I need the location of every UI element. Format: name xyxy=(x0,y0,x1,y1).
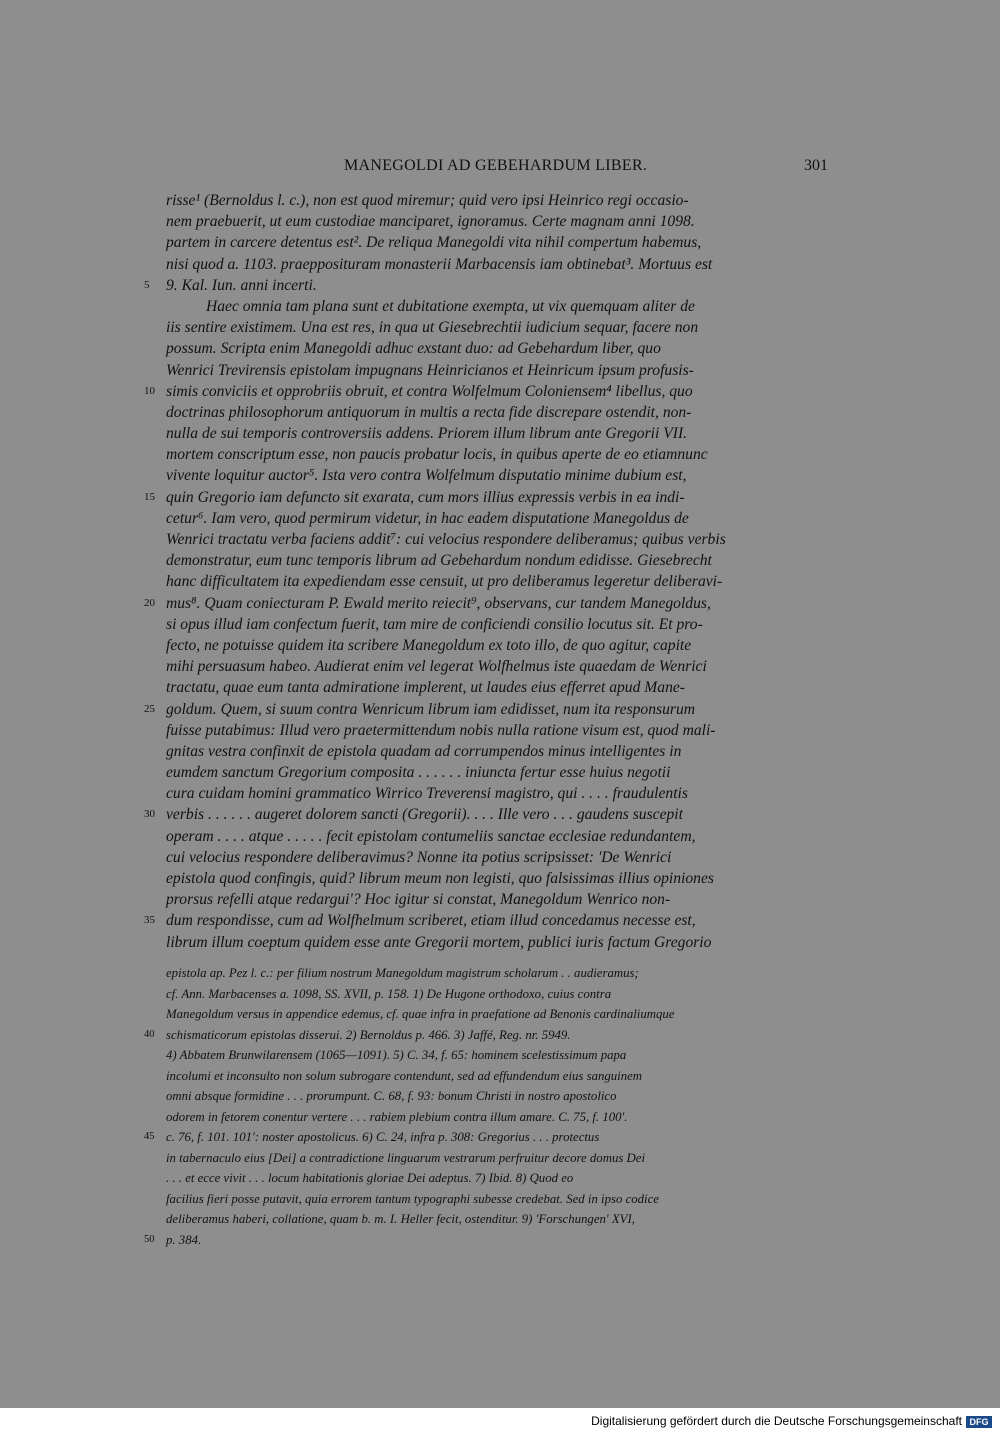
line-number: 30 xyxy=(144,808,155,821)
line-text: fuisse putabimus: Illud vero praetermittendum nobis nulla ratione visum est, quod mali- xyxy=(166,721,716,739)
footnote-line xyxy=(144,1025,828,1046)
line-text: nulla de sui temporis controversiis addens. Priorem illum librum ante Gregorii VII. xyxy=(166,425,688,443)
line-text: Wenrici Trevirensis epistolam impugnans Heinricianos et Heinricum ipsum profusis- xyxy=(166,361,694,379)
footnote-line xyxy=(166,1148,828,1169)
line-text: 4) Abbatem Brunwilarensem (1065—1091). 5) C. 34, f. 65: hominem scelestissimum papa xyxy=(166,1048,627,1062)
footnote-line xyxy=(166,1004,828,1025)
line-text: eumdem sanctum Gregorium composita . . . . . . iniuncta fertur esse huius negotii xyxy=(166,764,671,782)
text-line xyxy=(166,254,828,275)
line-number: 40 xyxy=(144,1028,155,1040)
text-line xyxy=(166,571,828,592)
text-line xyxy=(166,656,828,677)
line-text: odorem in fetorem conentur vertere . . . rabiem plebium contra illum amare. C. 75, f. 100'. xyxy=(166,1109,628,1124)
footnote-line xyxy=(166,963,828,984)
line-text: p. 384. xyxy=(166,1232,202,1247)
line-text: operam . . . . atque . . . . . fecit epistolam contumeliis sanctae ecclesiae redundantem, xyxy=(166,827,696,845)
line-text: nisi quod a. 1103. praepposituram monasterii Marbacensis iam obtinebat³. Mortuus est xyxy=(166,255,713,273)
line-text: facilius fieri posse putavit, quia errorem tantum typographi subesse credebat. Sed in ipso codice xyxy=(166,1191,659,1206)
line-text: partem in carcere detentus est². De reliqua Manegoldi vita nihil compertum habemus, xyxy=(166,234,702,252)
text-line xyxy=(166,211,828,232)
running-title: MANEGOLDI AD GEBEHARDUM LIBER. xyxy=(344,157,648,174)
line-number: 10 xyxy=(144,384,155,397)
line-number: 45 xyxy=(144,1131,155,1142)
line-text: schismaticorum epistolas disserui. 2) Bernoldus p. 466. 3) Jaffé, Reg. nr. 5949. xyxy=(166,1027,571,1042)
line-text: simis conviciis et opprobriis obruit, et contra Wolfelmum Coloniensem⁴ libellus, quo xyxy=(166,382,693,400)
line-text: deliberamus haberi, collatione, quam b. m. I. Heller fecit, ostenditur. 9) 'Forschungen' XVI, xyxy=(166,1212,635,1226)
line-text: iis sentire existimem. Una est res, in qua ut Giesebrechtii iudicium sequar, facere non xyxy=(166,319,699,337)
line-text: 9. Kal. Iun. anni incerti. xyxy=(166,276,317,294)
text-line xyxy=(144,910,828,931)
line-text: demonstratur, eum tunc temporis librum ad Gebehardum nondum edidisse. Giesebrecht xyxy=(166,552,712,570)
line-text: incolumi et inconsulto non solum subrogare contendunt, sed ad effundendum eius sanguinem xyxy=(166,1068,643,1083)
footnote-line xyxy=(166,1168,828,1189)
line-text: mortem conscriptum esse, non paucis probatur locis, in quibus aperte de eo etiamnunc xyxy=(166,446,708,464)
line-text: cf. Ann. Marbacenses a. 1098, SS. XVII, p. 158. 1) De Hugone orthodoxo, cuius contra xyxy=(166,986,612,1001)
text-line xyxy=(144,381,828,402)
footnote-line xyxy=(144,1127,828,1148)
line-text: nem praebuerit, ut eum custodiae manciparet, ignoramus. Certe magnam anni 1098. xyxy=(166,213,695,231)
text-line xyxy=(166,423,828,444)
text-line xyxy=(166,635,828,656)
text-line xyxy=(166,932,828,953)
line-number: 25 xyxy=(144,702,155,715)
line-text: risse¹ (Bernoldus l. c.), non est quod miremur; quid vero ipsi Heinrico regi occasio- xyxy=(166,192,689,209)
footnote-line xyxy=(166,1189,828,1210)
text-line xyxy=(166,614,828,635)
line-text: Haec omnia tam plana sunt et dubitatione exempta, ut vix quemquam aliter de xyxy=(206,297,695,315)
text-line xyxy=(166,868,828,889)
text-line xyxy=(144,699,828,720)
text-line xyxy=(166,444,828,465)
line-text: mihi persuasum habeo. Audierat enim vel legerat Wolfhelmus iste quaedam de Wenrici xyxy=(166,658,707,676)
line-text: cetur⁶. Iam vero, quod permirum videtur, in hac eadem disputatione Manegoldus de xyxy=(166,509,689,527)
footer-bar xyxy=(0,1408,1000,1434)
line-text: goldum. Quem, si suum contra Wenricum librum iam edidisset, num ita responsurum xyxy=(166,700,696,718)
line-text: hanc difficultatem ita expediendam esse censuit, ut pro deliberamus legeretur deliberavi- xyxy=(166,573,723,591)
line-text: cui velocius respondere deliberavimus? Nonne ita potius scripsisset: 'De Wenrici xyxy=(166,848,672,866)
line-number: 20 xyxy=(144,596,155,609)
text-line xyxy=(166,296,828,317)
line-number: 50 xyxy=(144,1233,155,1245)
line-text: fecto, ne potuisse quidem ita scribere Manegoldum ex toto illo, de quo agitur, capite xyxy=(166,636,692,654)
text-line xyxy=(166,465,828,486)
page-number: 301 xyxy=(804,157,828,174)
text-line xyxy=(144,593,828,614)
text-line xyxy=(166,677,828,698)
main-text xyxy=(144,190,828,953)
line-text: quin Gregorio iam defuncto sit exarata, cum mors illius expressis verbis in ea indi- xyxy=(166,488,685,506)
line-number: 35 xyxy=(144,914,155,927)
text-line xyxy=(166,826,828,847)
line-number: 15 xyxy=(144,490,155,503)
text-line xyxy=(166,360,828,381)
text-line xyxy=(166,338,828,359)
text-line xyxy=(166,402,828,423)
text-line xyxy=(166,232,828,253)
line-text: in tabernaculo eius [Dei] a contradictione linguarum vestrarum perfruitur decore domus Dei xyxy=(166,1150,646,1165)
line-text: . . . et ecce vivit . . . locum habitationis gloriae Dei adeptus. 7) Ibid. 8) Quod eo xyxy=(166,1171,574,1185)
text-line xyxy=(166,783,828,804)
line-text: epistola quod confingis, quid? librum meum non legisti, quo falsissimas illius opiniones xyxy=(166,870,714,887)
line-text: dum respondisse, cum ad Wolfhelmum scriberet, etiam illud concedamus necesse est, xyxy=(166,912,696,930)
line-text: verbis . . . . . . augeret dolorem sancti (Gregorii). . . . Ille vero . . . gaudens suscepit xyxy=(166,806,683,824)
line-text: cura cuidam homini grammatico Wirrico Treverensi magistro, qui . . . . fraudulentis xyxy=(166,785,688,803)
line-text: tractatu, quae eum tanta admiratione implerent, ut laudes eius efferret apud Mane- xyxy=(166,679,685,697)
text-line xyxy=(166,889,828,910)
line-text: c. 76, f. 101. 101': noster apostolicus. 6) C. 24, infra p. 308: Gregorius . . . protectus xyxy=(166,1130,600,1144)
text-line xyxy=(166,741,828,762)
funding-credit: Digitalisierung gefördert durch die Deutsche Forschungsgemeinschaft xyxy=(591,1414,962,1428)
text-line xyxy=(166,762,828,783)
line-text: gnitas vestra confinxit de epistola quadam ad corrumpendos minus intelligentes in xyxy=(166,742,682,760)
line-text: Manegoldum versus in appendice edemus, cf. quae infra in praefatione ad Benonis cardinaliumque xyxy=(166,1007,675,1021)
footnote-line xyxy=(166,1045,828,1066)
footnotes xyxy=(144,963,828,1250)
text-line xyxy=(166,317,828,338)
line-number: 5 xyxy=(144,278,150,291)
footnote-line xyxy=(166,1209,828,1230)
line-text: Wenrici tractatu verba faciens addit⁷: cui velocius respondere deliberamus; quibus verbis xyxy=(166,531,726,548)
line-text: si opus illud iam confectum fuerit, tam mire de conficiendi consilio locutus sit. Et pro- xyxy=(166,615,703,633)
footnote-line xyxy=(144,1230,828,1251)
text-line xyxy=(144,804,828,825)
line-text: prorsus refelli atque redargui'? Hoc igitur si constat, Manegoldum Wenrico non- xyxy=(166,891,671,909)
footnote-line xyxy=(166,1066,828,1087)
footnote-line xyxy=(166,1107,828,1128)
line-text: doctrinas philosophorum antiquorum in multis a recta fide discrepare ostendit, non- xyxy=(166,403,692,421)
text-line xyxy=(144,487,828,508)
text-line xyxy=(166,529,828,550)
text-line xyxy=(166,720,828,741)
text-line xyxy=(166,508,828,529)
line-text: librum illum coeptum quidem esse ante Gregorii mortem, publici iuris factum Gregorio xyxy=(166,933,712,951)
line-text: mus⁸. Quam coniecturam P. Ewald merito reiecit⁹, observans, cur tandem Manegoldus, xyxy=(166,594,711,612)
text-line xyxy=(166,847,828,868)
line-text: epistola ap. Pez l. c.: per filium nostrum Manegoldum magistrum scholarum . . audieramus; xyxy=(166,966,639,980)
text-line xyxy=(166,190,828,211)
text-line xyxy=(144,275,828,296)
dfg-logo-icon: DFG xyxy=(966,1416,992,1428)
footnote-line xyxy=(166,984,828,1005)
footnote-line xyxy=(166,1086,828,1107)
line-text: omni absque formidine . . . prorumpunt. C. 68, f. 93: bonum Christi in nostro apostolico xyxy=(166,1089,617,1103)
line-text: vivente loquitur auctor⁵. Ista vero contra Wolfelmum disputatio minime dubium est, xyxy=(166,467,687,485)
text-line xyxy=(166,550,828,571)
line-text: possum. Scripta enim Manegoldi adhuc exstant duo: ad Gebehardum liber, quo xyxy=(166,340,661,358)
